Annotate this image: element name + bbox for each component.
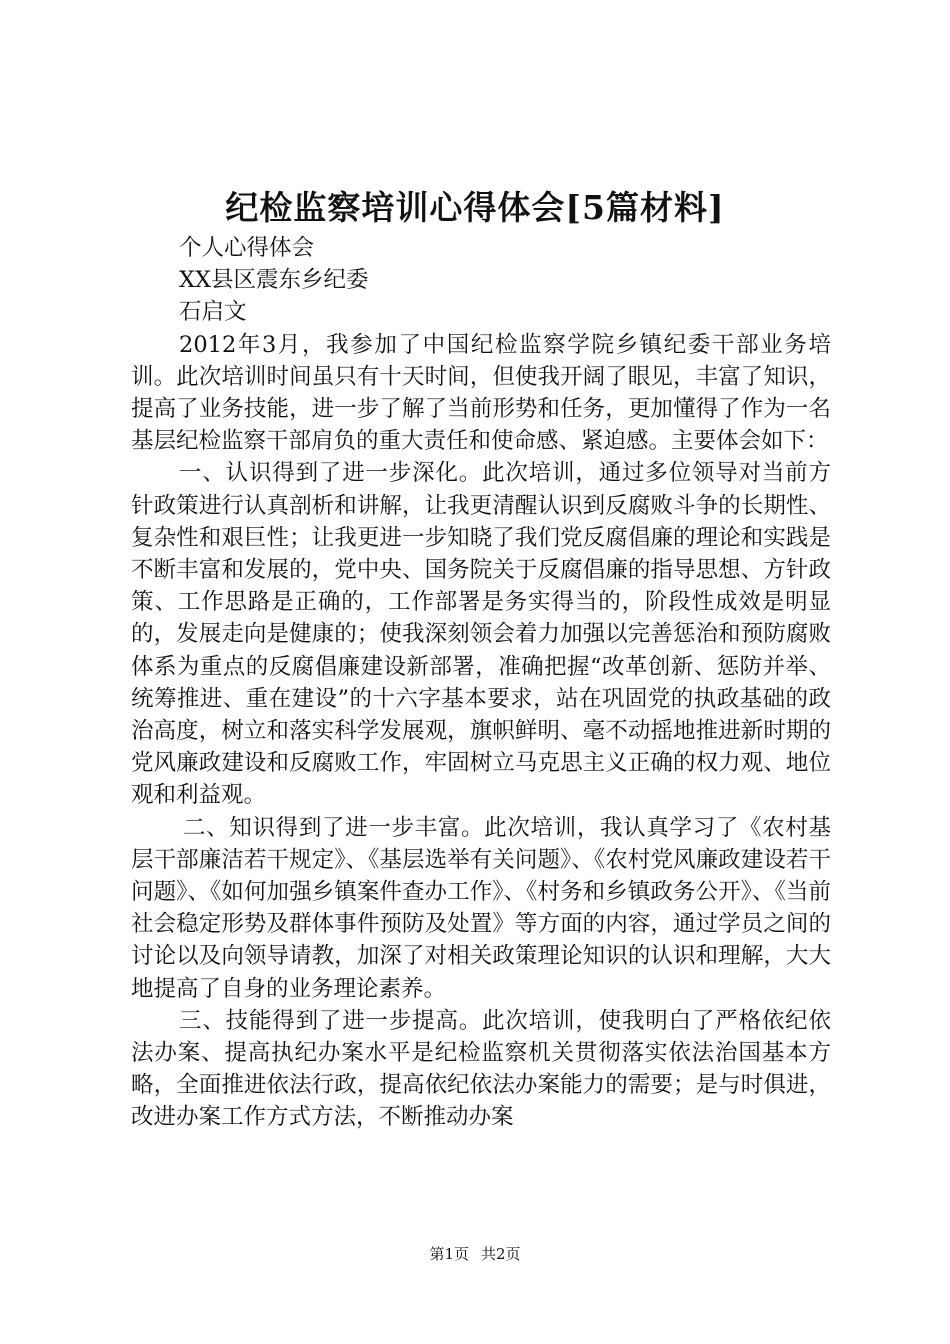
document-body bbox=[131, 232, 831, 1134]
heading-line-author: 石启文 bbox=[179, 299, 247, 326]
paragraph-intro: 2012年3月，我参加了中国纪检监察学院乡镇纪委干部业务培训。此次培训时间虽只有十天时间，但使我开阔了眼见，丰富了知识，提高了业务技能，进一步了解了当前形势和任务，更加懂得了作为一名基层纪检监察干部肩负的重大责任和使命感、紧迫感。主要体会如下： bbox=[131, 331, 831, 455]
heading-line-organization: XX县区震东乡纪委 bbox=[179, 267, 369, 294]
document-title: 纪检监察培训心得体会[5篇材料] bbox=[225, 188, 725, 227]
page-total: 共2页 bbox=[481, 1245, 521, 1263]
page-number: 第1页 bbox=[429, 1245, 469, 1263]
paragraph-section-two: 二、知识得到了进一步丰富。此次培训，我认真学习了《农村基层干部廉洁若干规定》、《基层选举有关问题》、《农村党风廉政建设若干问题》、《如何加强乡镇案件查办工作》、《村务和乡镇政务公开》、《当前社会稳定形势及群体事件预防及处置》等方面的内容，通过学员之间的讨论以及向领导请教，加深了对相关政策理论知识的认识和理解，大大地提高了自身的业务理论素养。 bbox=[131, 814, 831, 1002]
paragraph-section-one: 一、认识得到了进一步深化。此次培训，通过多位领导对当前方针政策进行认真剖析和讲解，让我更清醒认识到反腐败斗争的长期性、复杂性和艰巨性；让我更进一步知晓了我们党反腐倡廉的理论和实践是不断丰富和发展的，党中央、国务院关于反腐倡廉的指导思想、方针政策、工作思路是正确的，工作部署是务实得当的，阶段性成效是明显的，发展走向是健康的；使我深刻领会着力加强以完善惩治和预防腐败体系为重点的反腐倡廉建设新部署，准确把握“改革创新、惩防并举、统筹推进、重在建设”的十六字基本要求，站在巩固党的执政基础的政治高度，树立和落实科学发展观，旗帜鲜明、毫不动摇地推进新时期的党风廉政建设和反腐败工作，牢固树立马克思主义正确的权力观、地位观和利益观。 bbox=[131, 460, 831, 809]
paragraph-section-three: 三、技能得到了进一步提高。此次培训，使我明白了严格依纪依法办案、提高执纪办案水平是纪检监察机关贯彻落实依法治国基本方略，全面推进依法行政，提高依纪依法办案能力的需要；是与时俱进，改进办案工作方式方法，不断推动办案 bbox=[131, 1007, 831, 1131]
heading-line-essay-type: 个人心得体会 bbox=[179, 235, 315, 261]
page-footer bbox=[0, 1244, 950, 1264]
